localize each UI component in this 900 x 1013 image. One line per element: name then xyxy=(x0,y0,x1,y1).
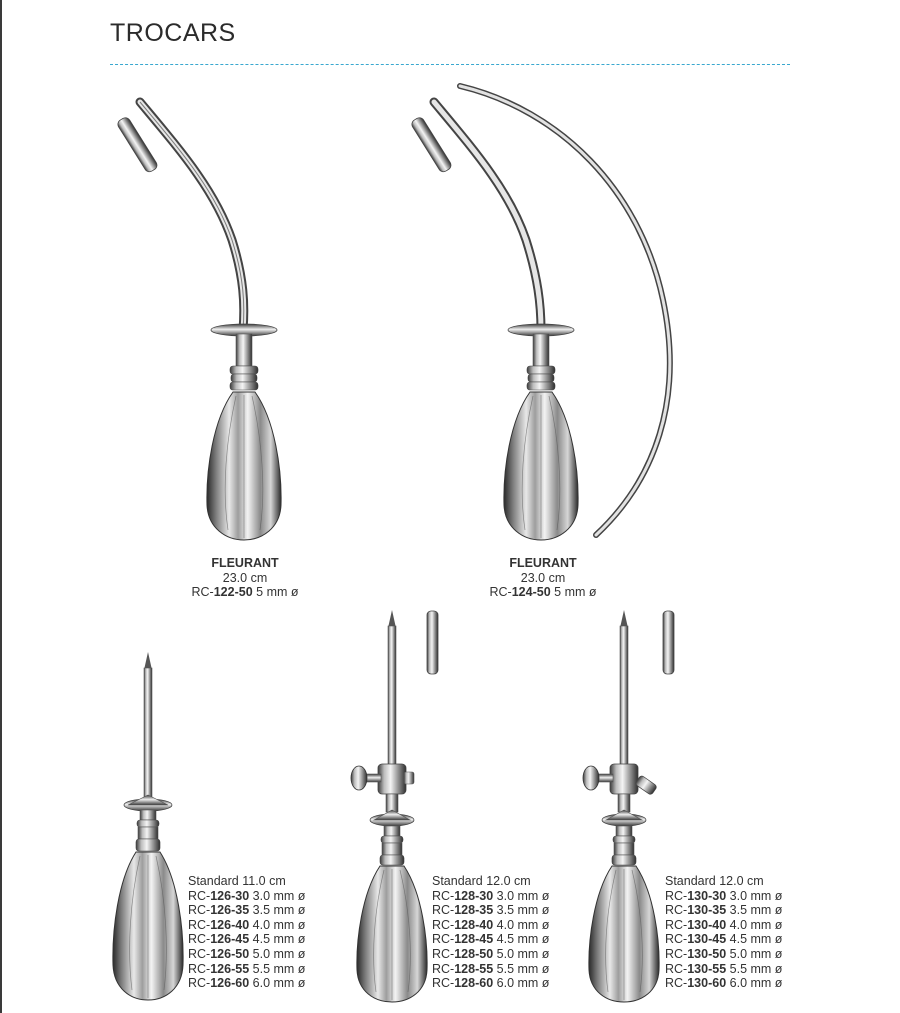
code-number: 126-60 xyxy=(210,976,250,991)
code-size: 3.5 mm ø xyxy=(252,903,306,918)
code-size: 4.0 mm ø xyxy=(729,917,783,932)
code-size: 5.5 mm ø xyxy=(496,961,550,976)
code-prefix: RC- xyxy=(665,961,688,976)
code-prefix: RC- xyxy=(188,932,211,947)
code-list xyxy=(665,889,782,991)
code-list-item xyxy=(665,918,782,933)
code-prefix: RC- xyxy=(665,888,688,903)
code-number: 128-55 xyxy=(454,961,494,976)
code-size: 4.0 mm ø xyxy=(252,917,306,932)
code-list-item xyxy=(432,918,549,933)
code-size: 5.0 mm ø xyxy=(252,946,306,961)
code-prefix: RC- xyxy=(489,585,512,600)
code-prefix: RC- xyxy=(432,961,455,976)
code-number: 126-50 xyxy=(210,946,250,961)
product-name: Standard xyxy=(188,874,239,888)
product-heading xyxy=(665,874,782,889)
page-title: TROCARS xyxy=(110,19,236,47)
code-size: 3.5 mm ø xyxy=(729,903,783,918)
code-list-item xyxy=(432,903,549,918)
product-name: FLEURANT xyxy=(509,556,577,570)
product-code-line xyxy=(473,585,613,600)
code-list-item xyxy=(432,947,549,962)
code-list-item xyxy=(432,932,549,947)
code-list-item xyxy=(188,962,305,977)
code-size: 5.5 mm ø xyxy=(252,961,306,976)
code-number: 130-55 xyxy=(687,961,727,976)
code-size: 6.0 mm ø xyxy=(252,976,306,991)
code-number: 130-60 xyxy=(687,976,727,991)
product-name: Standard xyxy=(432,874,483,888)
code-number: 128-40 xyxy=(454,917,494,932)
code-list-item xyxy=(188,889,305,904)
code-number: 126-35 xyxy=(210,903,250,918)
code-prefix: RC- xyxy=(188,946,211,961)
product-length: 23.0 cm xyxy=(520,570,566,585)
product-length: 12.0 cm xyxy=(486,874,531,888)
code-list-item xyxy=(188,903,305,918)
code-prefix: RC- xyxy=(665,932,688,947)
code-list-item xyxy=(432,976,549,991)
code-list-item xyxy=(188,932,305,947)
code-size: 4.5 mm ø xyxy=(252,932,306,947)
code-prefix: RC- xyxy=(188,976,211,991)
code-size: 6.0 mm ø xyxy=(729,976,783,991)
code-size: 4.5 mm ø xyxy=(496,932,550,947)
product-name: Standard xyxy=(665,874,716,888)
code-number: 126-40 xyxy=(210,917,250,932)
code-size: 5.0 mm ø xyxy=(729,946,783,961)
product-code-line xyxy=(175,585,315,600)
product-caption-fleurant-122 xyxy=(175,556,315,600)
code-size: 6.0 mm ø xyxy=(496,976,550,991)
product-caption-standard-128 xyxy=(432,874,549,991)
code-list-item xyxy=(188,976,305,991)
code-number: 130-50 xyxy=(687,946,727,961)
code-prefix: RC- xyxy=(188,917,211,932)
code-number: 126-55 xyxy=(210,961,250,976)
code-list-item xyxy=(188,947,305,962)
code-number: 130-30 xyxy=(687,888,727,903)
code-prefix: RC- xyxy=(665,917,688,932)
code-size: 5 mm ø xyxy=(554,585,597,600)
code-size: 5 mm ø xyxy=(256,585,299,600)
code-list-item xyxy=(432,962,549,977)
code-size: 5.0 mm ø xyxy=(496,946,550,961)
code-number: 130-45 xyxy=(687,932,727,947)
product-heading xyxy=(432,874,549,889)
code-list-item xyxy=(665,976,782,991)
code-list-item xyxy=(665,947,782,962)
product-caption-fleurant-124 xyxy=(473,556,613,600)
code-prefix: RC- xyxy=(188,903,211,918)
code-list-item xyxy=(665,903,782,918)
code-prefix: RC- xyxy=(432,946,455,961)
standard-trocar-130-illustration xyxy=(583,610,674,1002)
code-number: 122-50 xyxy=(213,585,253,600)
code-prefix: RC- xyxy=(188,888,211,903)
code-prefix: RC- xyxy=(665,903,688,918)
code-size: 4.0 mm ø xyxy=(496,917,550,932)
code-list-item xyxy=(665,962,782,977)
code-prefix: RC- xyxy=(432,903,455,918)
product-caption-standard-126 xyxy=(188,874,305,991)
code-list-item xyxy=(188,918,305,933)
code-size: 3.0 mm ø xyxy=(729,888,783,903)
product-length: 11.0 cm xyxy=(242,874,286,888)
code-list-item xyxy=(665,889,782,904)
code-prefix: RC- xyxy=(665,946,688,961)
code-number: 126-30 xyxy=(210,888,250,903)
product-heading xyxy=(188,874,305,889)
code-prefix: RC- xyxy=(432,888,455,903)
fleurant-trocar-124-illustration xyxy=(410,86,670,540)
code-size: 3.0 mm ø xyxy=(496,888,550,903)
code-number: 128-50 xyxy=(454,946,494,961)
code-number: 126-45 xyxy=(210,932,250,947)
code-prefix: RC- xyxy=(665,976,688,991)
code-number: 130-35 xyxy=(687,903,727,918)
fleurant-trocar-122-illustration xyxy=(116,102,281,540)
code-size: 5.5 mm ø xyxy=(729,961,783,976)
code-number: 124-50 xyxy=(511,585,551,600)
code-size: 3.5 mm ø xyxy=(496,903,550,918)
code-prefix: RC- xyxy=(432,932,455,947)
code-list xyxy=(432,889,549,991)
product-name: FLEURANT xyxy=(211,556,279,570)
code-prefix: RC- xyxy=(432,976,455,991)
code-number: 128-45 xyxy=(454,932,494,947)
code-list-item xyxy=(665,932,782,947)
code-list-item xyxy=(432,889,549,904)
code-list xyxy=(188,889,305,991)
product-length: 12.0 cm xyxy=(719,874,764,888)
product-length: 23.0 cm xyxy=(222,570,268,585)
code-number: 128-30 xyxy=(454,888,494,903)
code-number: 128-35 xyxy=(454,903,494,918)
standard-trocar-126-illustration xyxy=(113,652,183,1000)
code-size: 3.0 mm ø xyxy=(252,888,306,903)
code-prefix: RC- xyxy=(432,917,455,932)
code-size: 4.5 mm ø xyxy=(729,932,783,947)
code-number: 128-60 xyxy=(454,976,494,991)
product-caption-standard-130 xyxy=(665,874,782,991)
code-number: 130-40 xyxy=(687,917,727,932)
code-prefix: RC- xyxy=(188,961,211,976)
standard-trocar-128-illustration xyxy=(351,610,438,1002)
code-prefix: RC- xyxy=(191,585,214,600)
